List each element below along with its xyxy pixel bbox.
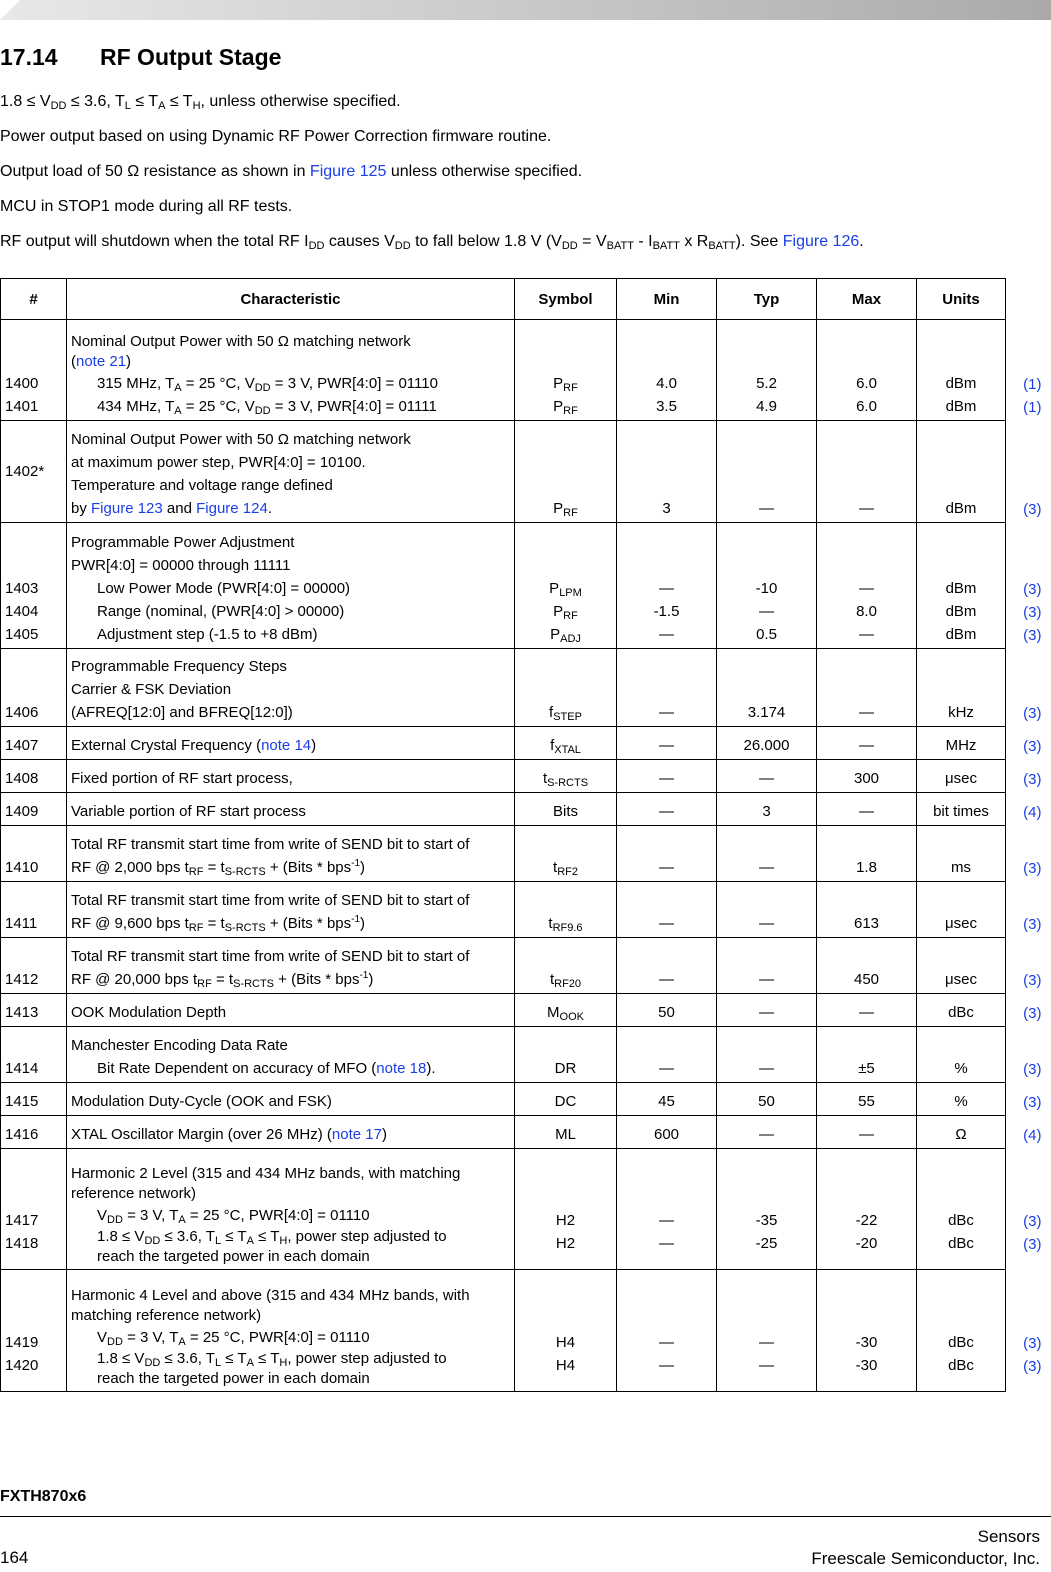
header-units: Units xyxy=(917,279,1006,320)
section-heading: RF Output Stage xyxy=(100,44,282,70)
conditions-line: $1.8 \le V_{DD} \le 3.6$, $T_L \le T_A \le T_H$, unless otherwise specified. xyxy=(0,93,401,112)
figure-124-link[interactable]: Figure 124 xyxy=(196,500,268,517)
characteristic: Nominal Output Power with 50 Ω matching network (note 21) 315 MHz, $T_A = 25$ °C, $V_{DD} = 3$ V, PWR[4:0] = 01110 434 MHz, $T_A = 25$ °C, $V_{DD} = 3$ V, PWR[4:0] = 01111 xyxy=(67,320,515,421)
table-row: 1408 Fixed portion of RF start process, $t_{S-RCTS}$ — — 300 μsec (3) xyxy=(1,760,1046,793)
table-row: 1416 XTAL Oscillator Margin (over 26 MHz) (note 17) ML 600 — — Ω (4) xyxy=(1,1116,1046,1149)
figure-123-link[interactable]: Figure 123 xyxy=(91,500,163,517)
footer-category: Sensors xyxy=(977,1527,1040,1546)
reference-link[interactable]: (4) xyxy=(1006,1116,1046,1149)
shutdown-note: RF output will shutdown when the total RF $I_{DD}$ causes $V_{DD}$ to fall below 1.8 V ($V_{DD} = V_{BATT} - I_{BATT}$ x $R_{BATT}$). See Figure 126. xyxy=(0,233,864,252)
power-note: Power output based on using Dynamic RF Power Correction firmware routine. xyxy=(0,128,552,145)
table-row: 1414 Manchester Encoding Data Rate Bit Rate Dependent on accuracy of MFO (note 18). DR — — ±5 % (3) xyxy=(1,1027,1046,1083)
reference-link[interactable]: (3) xyxy=(1006,1083,1046,1116)
figure-125-link[interactable]: Figure 125 xyxy=(309,163,387,180)
header-symbol: Symbol xyxy=(515,279,617,320)
reference-link[interactable]: (3) xyxy=(1006,649,1046,727)
reference-link[interactable]: (3) xyxy=(1006,1027,1046,1083)
header-characteristic: Characteristic xyxy=(67,279,515,320)
table-row: 1415 Modulation Duty-Cycle (OOK and FSK) DC 45 50 55 % (3) xyxy=(1,1083,1046,1116)
reference-link[interactable]: (3) (3) (3) xyxy=(1006,523,1046,649)
table-row: 1407 External Crystal Frequency (note 14) $f_{XTAL}$ — 26.000 — MHz (3) xyxy=(1,727,1046,760)
table-row: 1412 Total RF transmit start time from write of SEND bit to start of RF @ 20,000 bps $t_{RF} = t_{S-RCTS}$ + (Bits * bps$^{-1}$) $t_{RF20}$ — — 450 μsec (3) xyxy=(1,938,1046,994)
reference-link[interactable]: (3) xyxy=(1006,938,1046,994)
table-row: 1403 1404 1405 Programmable Power Adjustment PWR[4:0] = 00000 through 11111 Low Power Mode (PWR[4:0] = 00000) Range (nominal, (PWR[4:0] > 00000) Adjustment step (-1.5 to +8 dBm) $P_{LPM}$ $P_{RF}$ $P_{ADJ}$ — -1.5 — -10 — 0.5 — 8.0 — dBm dBm dBm (3) (3) (3) xyxy=(1,523,1046,649)
table-row: 1411 Total RF transmit start time from write of SEND bit to start of RF @ 9,600 bps $t_{RF} = t_{S-RCTS}$ + (Bits * bps$^{-1}$) $t_{RF9.6}$ — — 613 μsec (3) xyxy=(1,882,1046,938)
reference-link[interactable]: (1) (1) xyxy=(1006,320,1046,421)
header-max: Max xyxy=(817,279,917,320)
page-number: 164 xyxy=(0,1548,29,1567)
section-number: 17.14 xyxy=(0,44,58,70)
header-typ: Typ xyxy=(717,279,817,320)
table-row: 1417 1418 Harmonic 2 Level (315 and 434 MHz bands, with matching reference network) $V_{DD} = 3$ V, $T_A = 25$ °C, PWR[4:0] = 01110 $1.8 \le V_{DD} \le 3.6$, $T_L \le T_A \le T_H$, power step adjusted to reach the targeted power in each domain H2 H2 — — -35 -25 -22 -20 dBc dBc (3) (3) xyxy=(1,1149,1046,1270)
table-row: 1400 1401 Nominal Output Power with 50 Ω matching network (note 21) 315 MHz, $T_A = 25$ °C, $V_{DD} = 3$ V, PWR[4:0] = 01110 434 MHz, $T_A = 25$ °C, $V_{DD} = 3$ V, PWR[4:0] = 01111 $P_{RF}$ $P_{RF}$ 4.0 3.5 5.2 4.9 6.0 6.0 dBm dBm (1) (1) xyxy=(1,320,1046,421)
reference-link[interactable]: (3) xyxy=(1006,826,1046,882)
reference-link[interactable]: (4) xyxy=(1006,793,1046,826)
footer-company: Freescale Semiconductor, Inc. xyxy=(811,1549,1040,1568)
table-header xyxy=(1,279,1046,320)
reference-link[interactable]: (3) xyxy=(1006,882,1046,938)
table-row: 1410 Total RF transmit start time from write of SEND bit to start of RF @ 2,000 bps $t_{RF} = t_{S-RCTS}$ + (Bits * bps$^{-1}$) $t_{RF2}$ — — 1.8 ms (3) xyxy=(1,826,1046,882)
note-18-link[interactable]: note 18 xyxy=(376,1060,427,1077)
intro-text xyxy=(0,84,1051,259)
header-min: Min xyxy=(617,279,717,320)
figure-126-link[interactable]: Figure 126 xyxy=(782,233,860,250)
table-row: 1406 Programmable Frequency Steps Carrier & FSK Deviation (AFREQ[12:0] and BFREQ[12:0]) $f_{STEP}$ — 3.174 — kHz (3) xyxy=(1,649,1046,727)
table-row: 1413 OOK Modulation Depth $M_{OOK}$ 50 — — dBc (3) xyxy=(1,994,1046,1027)
footer-product: FXTH870x6 xyxy=(0,1488,87,1505)
reference-link[interactable]: (3) xyxy=(1006,727,1046,760)
note-17-link[interactable]: note 17 xyxy=(331,1126,382,1143)
table-row: 1409 Variable portion of RF start process Bits — 3 — bit times (4) xyxy=(1,793,1046,826)
footer-right xyxy=(811,1526,1040,1570)
header-num: # xyxy=(1,279,67,320)
reference-link[interactable]: (3) (3) xyxy=(1006,1270,1046,1392)
footer-divider xyxy=(0,1516,1051,1517)
table-row: 1419 1420 Harmonic 4 Level and above (315 and 434 MHz bands, with matching reference network) $V_{DD} = 3$ V, $T_A = 25$ °C, PWR[4:0] = 01110 $1.8 \le V_{DD} \le 3.6$, $T_L \le T_A \le T_H$, power step adjusted to reach the targeted power in each domain H4 H4 — — — — -30 -30 dBc dBc (3) (3) xyxy=(1,1270,1046,1392)
note-21-link[interactable]: note 21 xyxy=(76,353,127,370)
reference-link[interactable]: (3) xyxy=(1006,994,1046,1027)
note-14-link[interactable]: note 14 xyxy=(261,737,312,754)
rf-output-table xyxy=(0,278,1046,1392)
header-bar xyxy=(0,0,1051,20)
load-note: Output load of 50 Ω resistance as shown in Figure 125 unless otherwise specified. xyxy=(0,163,583,180)
table-row: 1402* Nominal Output Power with 50 Ω matching network at maximum power step, PWR[4:0] = 10100. Temperature and voltage range defined by Figure 123 and Figure 124. $P_{RF}$ 3 — — dBm (3) xyxy=(1,421,1046,523)
reference-link[interactable]: (3) xyxy=(1006,421,1046,523)
reference-link[interactable]: (3) (3) xyxy=(1006,1149,1046,1270)
mcu-note: MCU in STOP1 mode during all RF tests. xyxy=(0,198,293,215)
section-title xyxy=(0,44,281,71)
reference-link[interactable]: (3) xyxy=(1006,760,1046,793)
